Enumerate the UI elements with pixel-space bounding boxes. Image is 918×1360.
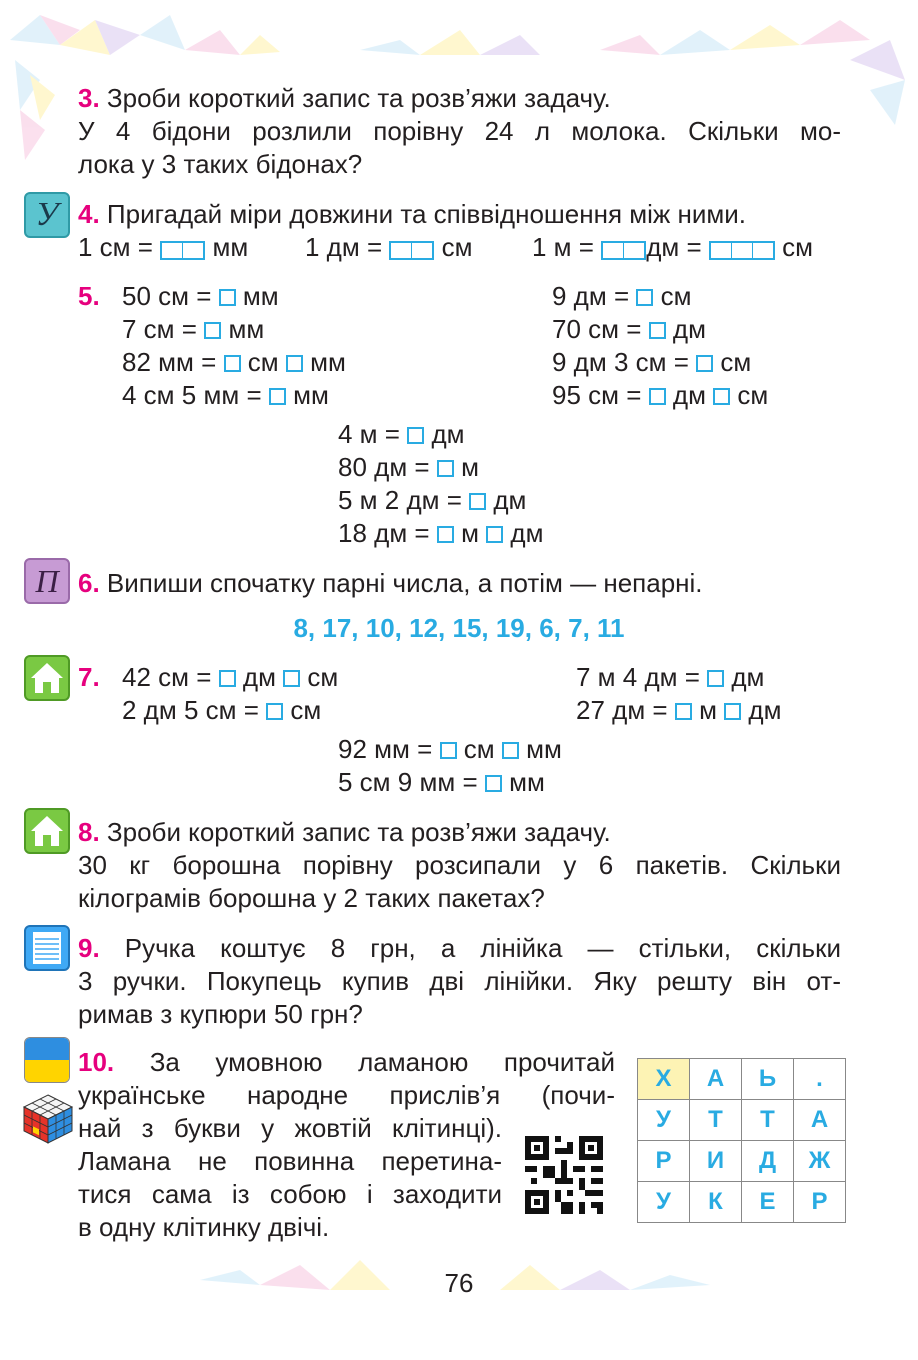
- grid-cell[interactable]: У: [638, 1100, 690, 1141]
- page-number: 76: [444, 1268, 474, 1298]
- ex9-number: 9.: [78, 933, 100, 963]
- grid-row: [638, 1182, 846, 1223]
- grid-cell[interactable]: Р: [638, 1141, 690, 1182]
- ex5-right-1: 9 дм = см: [552, 281, 692, 311]
- answer-cells-2: [160, 241, 205, 260]
- answer-cells-2: [601, 241, 646, 260]
- ex7-left-2: 2 дм 5 см = см: [122, 695, 322, 725]
- letter-grid: [637, 1058, 846, 1223]
- ex7-number: 7.: [78, 662, 100, 692]
- ex8-number: 8.: [78, 817, 100, 847]
- grid-cell[interactable]: У: [638, 1182, 690, 1223]
- grid-cell[interactable]: Е: [742, 1182, 794, 1223]
- grid-cell[interactable]: Ж: [794, 1141, 846, 1182]
- ex7-right-2: 27 дм = м дм: [576, 695, 782, 725]
- ex10-line-5: тися сама із собою і заходити: [78, 1179, 502, 1209]
- ex5-right-2: 70 см = дм: [552, 314, 706, 344]
- answer-cells-3: [709, 241, 775, 260]
- ex6-number: 6.: [78, 568, 100, 598]
- ex4-line-2: 1 дм = см: [305, 232, 473, 262]
- ex5-center-2: 80 дм = м: [338, 452, 479, 482]
- ex6-text: 6. Випиши спочатку парні числа, а потім — непарні.: [78, 568, 703, 598]
- notebook-icon: [24, 925, 70, 971]
- handwriting-p-icon: П: [24, 558, 70, 604]
- ex9-line-1: 9. Ручка коштує 8 грн, а лінійка — стільки, скільки: [78, 933, 841, 963]
- ex10-number: 10.: [78, 1047, 115, 1077]
- ex3-text: Зроби короткий запис та розв’яжи задачу.: [106, 83, 611, 113]
- ex7-right-1: 7 м 4 дм = дм: [576, 662, 765, 692]
- ex4-number: 4.: [78, 199, 100, 229]
- ex9-line-2: 3 ручки. Покупець купив дві лінійки. Яку решту він от-: [78, 966, 841, 996]
- ex5-left-2: 7 см = мм: [122, 314, 265, 344]
- grid-cell-start[interactable]: Х: [638, 1059, 690, 1100]
- grid-cell[interactable]: К: [690, 1182, 742, 1223]
- ex3-number: 3.: [78, 83, 100, 113]
- ex8-line-2: 30 кг борошна порівну розсипали у 6 пакетів. Скільки: [78, 850, 841, 880]
- ex5-left-3: 82 мм = см мм: [122, 347, 346, 377]
- grid-row: [638, 1100, 846, 1141]
- home-icon: [24, 655, 70, 701]
- home-icon: [24, 808, 70, 854]
- ex10-line-1: 10. За умовною ламаною прочитай: [78, 1047, 615, 1077]
- handwriting-u-icon: У: [24, 192, 70, 238]
- ukraine-flag-icon: [24, 1037, 70, 1083]
- ex6-numbers: 8, 17, 10, 12, 15, 19, 6, 7, 11: [293, 613, 625, 643]
- ex5-right-4: 95 см = дм см: [552, 380, 769, 410]
- qr-code[interactable]: [525, 1136, 603, 1214]
- ex3-line-2: У 4 бідони розлили порівну 24 л молока. Скільки мо-: [78, 116, 841, 146]
- ex7-center-2: 5 см 9 мм = мм: [338, 767, 545, 797]
- ex8-line-3: кілограмів борошна у 2 таких пакетах?: [78, 883, 545, 913]
- ex5-number: 5.: [78, 281, 100, 311]
- grid-cell[interactable]: Т: [690, 1100, 742, 1141]
- grid-cell[interactable]: Д: [742, 1141, 794, 1182]
- ex4-line-3: 1 м = дм = см: [532, 232, 813, 262]
- ex10-line-4: Ламана не повинна перетина-: [78, 1146, 502, 1176]
- ex5-center-4: 18 дм = м дм: [338, 518, 544, 548]
- ex10-line-3: най з букви у жовтій клітинці).: [78, 1113, 502, 1143]
- grid-cell[interactable]: А: [794, 1100, 846, 1141]
- ex3-line-3: лока у 3 таких бідонах?: [78, 149, 363, 179]
- ex7-left-1: 42 см = дм см: [122, 662, 339, 692]
- ex5-center-1: 4 м = дм: [338, 419, 465, 449]
- ex4-line-1: 1 см = мм: [78, 232, 249, 262]
- ex4-title: 4. Пригадай міри довжини та співвідношення між ними.: [78, 199, 747, 229]
- answer-cells-2: [389, 241, 434, 260]
- grid-cell[interactable]: Ь: [742, 1059, 794, 1100]
- grid-cell[interactable]: И: [690, 1141, 742, 1182]
- grid-cell[interactable]: А: [690, 1059, 742, 1100]
- ex9-line-3: римав з купюри 50 грн?: [78, 999, 363, 1029]
- ex8-line-1: 8. Зроби короткий запис та розв’яжи задачу.: [78, 817, 611, 847]
- grid-row: [638, 1141, 846, 1182]
- ex5-left-4: 4 см 5 мм = мм: [122, 380, 329, 410]
- grid-cell[interactable]: .: [794, 1059, 846, 1100]
- rubiks-cube-icon: [22, 1093, 74, 1145]
- ex5-right-3: 9 дм 3 см = см: [552, 347, 752, 377]
- ex10-line-6: в одну клітинку двічі.: [78, 1212, 330, 1242]
- ex7-center-1: 92 мм = см мм: [338, 734, 562, 764]
- ex3-line-1: [78, 82, 611, 115]
- ex5-center-3: 5 м 2 дм = дм: [338, 485, 527, 515]
- ex10-line-2: українське народне прислів’я (почи-: [78, 1080, 615, 1110]
- grid-cell[interactable]: Р: [794, 1182, 846, 1223]
- grid-cell[interactable]: Т: [742, 1100, 794, 1141]
- grid-row: [638, 1059, 846, 1100]
- ex5-left-1: 50 см = мм: [122, 281, 279, 311]
